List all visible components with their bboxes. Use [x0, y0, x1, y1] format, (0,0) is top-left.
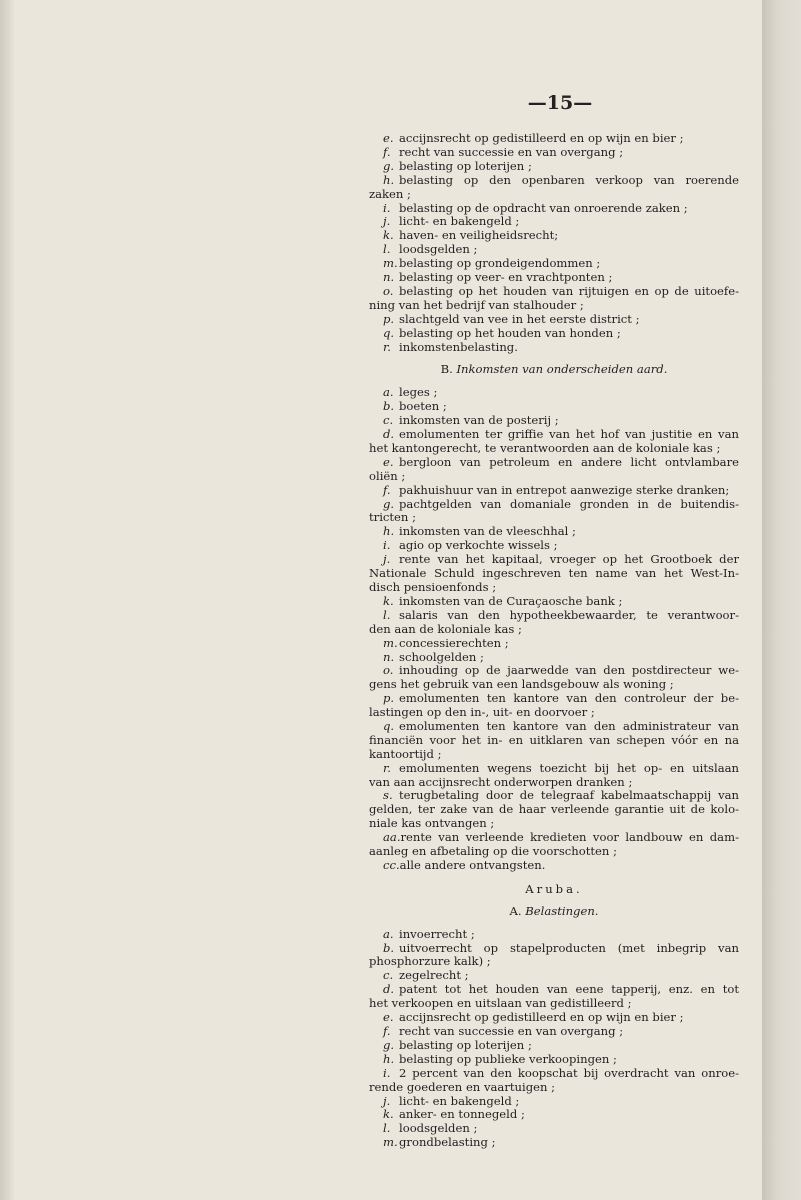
item-text: slachtgeld van vee in het eerste district ;: [399, 312, 640, 326]
list-item: [369, 831, 739, 859]
list-item: [369, 789, 739, 831]
item-label: h.: [383, 525, 395, 539]
item-text: het kantongerecht, te verantwoorden aan de koloniale kas ;: [369, 441, 721, 455]
item-line: [369, 969, 739, 983]
item-text: 2 percent van den koopschat bij overdracht van onroe-: [399, 1066, 739, 1080]
item-label: d.: [383, 983, 395, 997]
item-text: concessierechten ;: [399, 636, 509, 650]
item-line: [369, 789, 739, 803]
item-text: inkomsten van de posterij ;: [399, 414, 559, 428]
list-item: [369, 243, 739, 257]
item-line: [369, 817, 739, 831]
list-item: [369, 983, 739, 1011]
item-label: j.: [383, 215, 391, 229]
list-item: [369, 313, 739, 327]
item-text: anker- en tonnegeld ;: [399, 1108, 525, 1122]
item-text: inkomsten van de Curaçaosche bank ;: [399, 594, 623, 608]
aruba-subheading-letter: A.: [509, 903, 522, 918]
item-label: k.: [383, 229, 394, 243]
list-item: [369, 595, 739, 609]
item-line: [369, 511, 739, 525]
list-item: [369, 1025, 739, 1039]
list-item: [369, 637, 739, 651]
list-item: [369, 859, 739, 873]
item-line: [369, 160, 739, 174]
item-line: [369, 1108, 739, 1122]
list-item: [369, 257, 739, 271]
list-item: [369, 327, 739, 341]
item-label: l.: [383, 243, 391, 257]
item-text: emolumenten ten kantore van den administrateur van: [399, 720, 739, 733]
item-line: [369, 942, 739, 956]
item-label: b.: [383, 400, 395, 414]
item-text: aanleg en afbetaling op die voorschotten ;: [369, 845, 617, 859]
aruba-heading: Aruba.: [525, 881, 583, 896]
item-line: [369, 285, 739, 299]
aruba-subheading: [369, 905, 739, 919]
item-line: [369, 456, 739, 470]
list-item: [369, 386, 739, 400]
item-text: bergloon van petroleum en andere licht ontvlambare: [399, 455, 739, 469]
item-line: [369, 692, 739, 706]
item-label: g.: [383, 497, 395, 511]
item-text: phosphorzure kalk) ;: [369, 955, 491, 969]
item-line: [369, 567, 739, 581]
section-inkomsten: [369, 386, 739, 873]
item-text: accijnsrecht op gedistilleerd en op wijn en bier ;: [399, 1011, 684, 1025]
item-text: salaris van den hypotheekbewaarder, te verantwoor-: [399, 608, 739, 622]
item-line: [369, 428, 739, 442]
item-text: gens het gebruik van een landsgebouw als woning ;: [369, 678, 674, 692]
item-label: a.: [383, 386, 394, 400]
list-item: [369, 525, 739, 539]
item-label: s.: [383, 789, 393, 803]
item-text: belasting op publieke verkoopingen ;: [399, 1052, 617, 1066]
list-item: [369, 271, 739, 285]
section-aruba-belastingen: [369, 928, 739, 1150]
item-line: [369, 215, 739, 229]
item-line: [369, 400, 739, 414]
item-label: c.: [383, 969, 394, 983]
item-line: [369, 341, 739, 355]
item-line: [369, 748, 739, 762]
item-line: [369, 609, 739, 623]
item-label: r.: [383, 761, 391, 775]
item-line: [369, 664, 739, 678]
item-line: [369, 553, 739, 567]
item-label: r.: [383, 340, 391, 354]
item-text: inhouding op de jaarwedde van den postdirecteur we-: [399, 664, 739, 678]
list-item: [369, 202, 739, 216]
item-text: belasting op loterijen ;: [399, 1038, 532, 1052]
item-label: f.: [383, 145, 391, 159]
item-line: [369, 539, 739, 553]
item-text: alle andere ontvangsten.: [399, 858, 546, 872]
page-fold-shadow: [0, 0, 14, 1200]
item-line: [369, 188, 739, 202]
item-label: p.: [383, 692, 395, 706]
list-item: [369, 229, 739, 243]
item-text: belasting op de opdracht van onroerende zaken ;: [399, 201, 688, 215]
list-item: [369, 132, 739, 146]
aruba-subheading-title: Belastingen.: [525, 903, 599, 918]
item-text: grondbelasting ;: [399, 1136, 496, 1150]
item-line: [369, 734, 739, 748]
item-text: emolumenten ten kantore van den controleur der be-: [399, 692, 739, 706]
item-text: lastingen op den in-, uit- en doorvoer ;: [369, 706, 595, 720]
item-label: j.: [383, 1094, 391, 1108]
item-line: [369, 1053, 739, 1067]
list-item: [369, 553, 739, 595]
item-label: g.: [383, 159, 395, 173]
item-text: agio op verkochte wissels ;: [399, 539, 558, 553]
item-label: o.: [383, 664, 394, 678]
item-label: e.: [383, 455, 394, 469]
item-line: [369, 257, 739, 271]
item-label: m.: [383, 636, 398, 650]
item-text: Nationale Schuld ingeschreven ten name van het West-In-: [369, 567, 739, 581]
list-item: [369, 428, 739, 456]
item-label: k.: [383, 1108, 394, 1122]
item-label: q.: [383, 720, 395, 733]
item-text: zaken ;: [369, 187, 411, 201]
item-text: rente van het kapitaal, vroeger op het Grootboek der: [399, 553, 739, 567]
item-line: [369, 1025, 739, 1039]
item-line: [369, 498, 739, 512]
list-item: [369, 928, 739, 942]
list-item: [369, 539, 739, 553]
item-line: [369, 678, 739, 692]
item-line: [369, 243, 739, 257]
list-item: [369, 664, 739, 692]
item-label: i.: [383, 539, 391, 553]
item-label: j.: [383, 553, 391, 567]
section-belastingen-continued: [369, 132, 739, 354]
item-label: m.: [383, 1136, 398, 1150]
item-label: n.: [383, 271, 395, 285]
item-text: belasting op den openbaren verkoop van roerende: [399, 173, 739, 187]
item-label: f.: [383, 1025, 391, 1038]
item-text: loodsgelden ;: [399, 1122, 478, 1136]
list-item: [369, 400, 739, 414]
item-line: [369, 1136, 739, 1150]
item-label: d.: [383, 428, 395, 442]
item-label: l.: [383, 608, 391, 622]
item-line: [369, 637, 739, 651]
item-text: financiën voor het in- en uitklaren van schepen vóór en na: [369, 733, 739, 747]
item-line: [369, 776, 739, 790]
list-item: [369, 692, 739, 720]
item-label: n.: [383, 650, 395, 664]
item-line: [369, 845, 739, 859]
list-item: [369, 942, 739, 970]
item-label: g.: [383, 1038, 395, 1052]
section-b-letter: B.: [440, 362, 453, 377]
item-text: van aan accijnsrecht onderworpen dranken ;: [369, 775, 633, 789]
item-label: aa.: [383, 831, 401, 845]
item-text: den aan de koloniale kas ;: [369, 622, 522, 636]
list-item: [369, 1122, 739, 1136]
list-item: [369, 146, 739, 160]
list-item: [369, 1011, 739, 1025]
list-item: [369, 1136, 739, 1150]
item-text: belasting op grondeigendommen ;: [399, 257, 601, 271]
item-line: [369, 525, 739, 539]
item-line: [369, 1011, 739, 1025]
item-label: h.: [383, 173, 395, 187]
item-line: [369, 442, 739, 456]
item-line: [369, 651, 739, 665]
item-line: [369, 955, 739, 969]
item-text: niale kas ontvangen ;: [369, 817, 495, 831]
item-line: [369, 720, 739, 734]
item-text: patent tot het houden van eene tapperij, enz. en tot: [399, 983, 739, 997]
item-label: l.: [383, 1122, 391, 1136]
list-item: [369, 720, 739, 762]
item-text: kantoortijd ;: [369, 747, 442, 761]
item-text: belasting op loterijen ;: [399, 159, 532, 173]
item-line: [369, 859, 739, 873]
item-label: i.: [383, 201, 391, 215]
item-line: [369, 313, 739, 327]
item-text: oliën ;: [369, 469, 406, 483]
list-item: [369, 1053, 739, 1067]
list-item: [369, 1067, 739, 1095]
item-text: emolumenten wegens toezicht bij het op- en uitslaan: [399, 761, 739, 775]
item-line: [369, 132, 739, 146]
item-line: [369, 146, 739, 160]
item-label: i.: [383, 1066, 391, 1080]
item-line: [369, 1067, 739, 1081]
item-label: a.: [383, 927, 394, 941]
item-text: emolumenten ter griffie van het hof van justitie en van: [399, 428, 739, 442]
item-line: [369, 803, 739, 817]
item-line: [369, 997, 739, 1011]
item-line: [369, 1122, 739, 1136]
item-text: inkomstenbelasting.: [399, 340, 518, 354]
item-label: e.: [383, 132, 394, 145]
list-item: [369, 1108, 739, 1122]
item-text: belasting op het houden van honden ;: [399, 326, 621, 340]
scan-edge: [762, 0, 801, 1200]
item-text: pachtgelden van domaniale gronden in de buitendis-: [399, 497, 739, 511]
list-item: [369, 215, 739, 229]
list-item: [369, 762, 739, 790]
list-item: [369, 456, 739, 484]
list-item: [369, 341, 739, 355]
item-label: c.: [383, 414, 394, 428]
item-line: [369, 831, 739, 845]
item-text: licht- en bakengeld ;: [399, 215, 520, 229]
list-item: [369, 498, 739, 526]
item-text: pakhuishuur van in entrepot aanwezige sterke dranken;: [399, 483, 730, 497]
item-line: [369, 581, 739, 595]
item-line: [369, 299, 739, 313]
item-label: cc.: [383, 858, 400, 872]
section-b-heading: [369, 363, 739, 377]
item-label: k.: [383, 594, 394, 608]
item-line: [369, 271, 739, 285]
page-number: —15—: [527, 92, 593, 114]
item-label: f.: [383, 483, 391, 497]
item-text: rente van verleende kredieten voor landbouw en dam-: [400, 831, 739, 845]
item-text: loodsgelden ;: [399, 243, 478, 257]
item-label: b.: [383, 941, 395, 955]
item-text: leges ;: [399, 386, 438, 400]
item-line: [369, 706, 739, 720]
item-text: terugbetaling door de telegraaf kabelmaatschappij van: [399, 789, 739, 803]
list-item: [369, 414, 739, 428]
item-text: recht van successie en van overgang ;: [399, 1025, 624, 1038]
item-label: h.: [383, 1052, 395, 1066]
list-item: [369, 160, 739, 174]
document-body: [369, 132, 739, 1150]
item-line: [369, 1095, 739, 1109]
item-line: [369, 762, 739, 776]
item-label: o.: [383, 284, 394, 298]
list-item: [369, 969, 739, 983]
item-text: recht van successie en van overgang ;: [399, 145, 624, 159]
item-line: [369, 623, 739, 637]
item-text: belasting op het houden van rijtuigen en op de uitoefe-: [399, 284, 739, 298]
item-text: tricten ;: [369, 511, 416, 525]
section-b-title: Inkomsten van onderscheiden aard.: [456, 362, 668, 377]
item-text: uitvoerrecht op stapelproducten (met inbegrip van: [399, 941, 739, 955]
item-line: [369, 484, 739, 498]
item-line: [369, 174, 739, 188]
list-item: [369, 1095, 739, 1109]
item-text: schoolgelden ;: [399, 650, 484, 664]
item-line: [369, 229, 739, 243]
list-item: [369, 651, 739, 665]
item-text: accijnsrecht op gedistilleerd en op wijn en bier ;: [399, 132, 684, 145]
item-text: ning van het bedrijf van stalhouder ;: [369, 298, 584, 312]
list-item: [369, 285, 739, 313]
item-line: [369, 1039, 739, 1053]
item-text: het verkoopen en uitslaan van gedistilleerd ;: [369, 997, 632, 1011]
item-line: [369, 414, 739, 428]
item-label: q.: [383, 326, 395, 340]
item-line: [369, 327, 739, 341]
item-line: [369, 470, 739, 484]
list-item: [369, 484, 739, 498]
item-text: zegelrecht ;: [399, 969, 469, 983]
list-item: [369, 174, 739, 202]
item-label: m.: [383, 257, 398, 271]
list-item: [369, 1039, 739, 1053]
item-text: haven- en veiligheidsrecht;: [399, 229, 559, 243]
item-text: inkomsten van de vleeschhal ;: [399, 525, 576, 539]
item-line: [369, 595, 739, 609]
item-label: p.: [383, 312, 395, 326]
item-text: invoerrecht ;: [399, 927, 475, 941]
item-line: [369, 386, 739, 400]
item-label: e.: [383, 1011, 394, 1025]
item-line: [369, 983, 739, 997]
item-text: belasting op veer- en vrachtponten ;: [399, 271, 613, 285]
item-text: boeten ;: [399, 400, 447, 414]
item-line: [369, 202, 739, 216]
item-text: disch pensioenfonds ;: [369, 580, 497, 594]
item-line: [369, 928, 739, 942]
item-text: licht- en bakengeld ;: [399, 1094, 520, 1108]
list-item: [369, 609, 739, 637]
item-text: rende goederen en vaartuigen ;: [369, 1080, 556, 1094]
item-text: gelden, ter zake van de haar verleende garantie uit de kolo-: [369, 803, 739, 817]
item-line: [369, 1081, 739, 1095]
